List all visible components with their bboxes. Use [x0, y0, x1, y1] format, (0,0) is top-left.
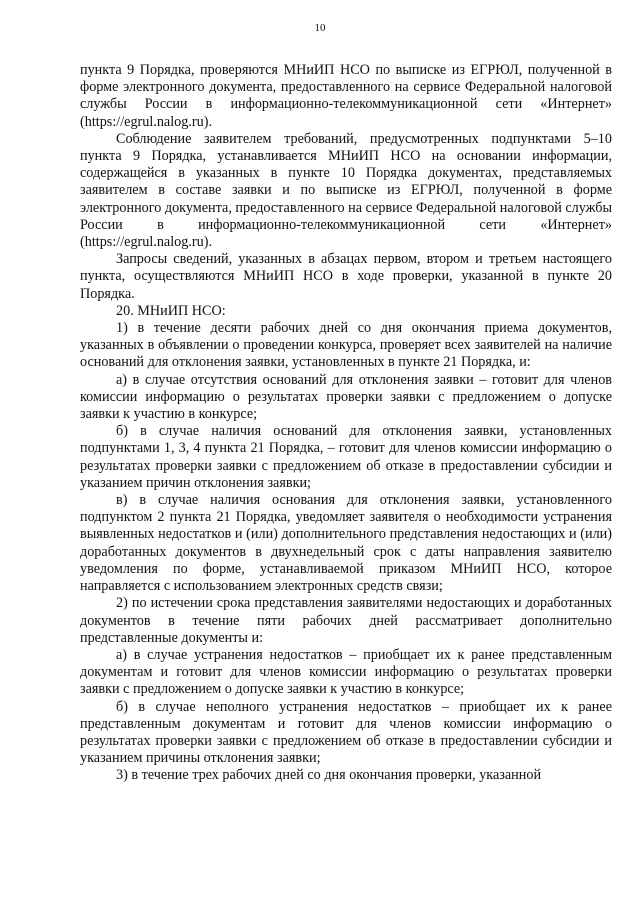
subclause-1: 1) в течение десяти рабочих дней со дня окончания приема документов, указанных в объявлении о проведении конкурса, проверяет всех заявителей на наличие оснований для отклонения заявки, установленных в пункте 21 Порядка, и:: [80, 320, 612, 371]
subclause-3: 3) в течение трех рабочих дней со дня окончания проверки, указанной: [116, 767, 542, 784]
clause-20-heading: 20. МНиИП НСО:: [116, 302, 226, 319]
page-number: 10: [314, 22, 326, 34]
subclause-2-a: а) в случае устранения недостатков – приобщает их к ранее представленным документам и готовит для членов комиссии информацию о результатах проверки заявки с предложением о допуске заявки к участию в конкурсе;: [80, 646, 612, 698]
paragraph-continuation: пункта 9 Порядка, проверяются МНиИП НСО по выписке из ЕГРЮЛ, полученной в форме электронного документа, предоставленного на сервисе Федеральной налоговой службы России в информационно-телекоммуникационной сети «Интернет» (https://egrul.nalog.ru).: [80, 62, 612, 130]
subclause-1-a: а) в случае отсутствия оснований для отклонения заявки – готовит для членов комиссии информацию о результатах проверки заявки с предложением о допуске заявки к участию в конкурсе;: [80, 371, 612, 423]
document-body: [80, 62, 612, 785]
paragraph-compliance: Соблюдение заявителем требований, предусмотренных подпунктами 5–10 пункта 9 Порядка, устанавливается МНиИП НСО на основании информации, содержащейся в указанных в пункте 10 Порядка документах, представляемых заявителем в составе заявки и по выписке из ЕГРЮЛ, полученной в форме электронного документа, предоставленного на сервисе Федеральной налоговой службы России в информационно-телекоммуникационной сети «Интернет» (https://egrul.nalog.ru).: [80, 130, 612, 251]
subclause-2-b: б) в случае неполного устранения недостатков – приобщает их к ранее представленным документам и готовит для членов комиссии информацию о результатах проверки заявки с предложением об отказе в предоставлении субсидии и указанием причины отклонения заявки;: [80, 698, 612, 767]
subclause-2: 2) по истечении срока представления заявителями недостающих и доработанных документов в течение пяти рабочих дней рассматривает дополнительно представленные документы и:: [80, 595, 612, 646]
subclause-1-v: в) в случае наличия основания для отклонения заявки, установленного подпунктом 2 пункта 21 Порядка, уведомляет заявителя о необходимости устранения выявленных недостатков и (или) дополнительного представления недостающих и (или) доработанных документов в двухнедельный срок с даты направления заявителю уведомления по форме, устанавливаемой приказом МНиИП НСО, которое направляется с использованием электронных средств связи;: [80, 492, 612, 595]
subclause-1-b: б) в случае наличия оснований для отклонения заявки, установленных подпунктами 1, 3, 4 пункта 21 Порядка, – готовит для членов комиссии информацию о результатах проверки заявки с предложением об отказе в предоставлении субсидии и указанием причин отклонения заявки;: [80, 423, 612, 491]
paragraph-requests: Запросы сведений, указанных в абзацах первом, втором и третьем настоящего пункта, осуществляются МНиИП НСО в ходе проверки, указанной в пункте 20 Порядка.: [80, 251, 612, 302]
